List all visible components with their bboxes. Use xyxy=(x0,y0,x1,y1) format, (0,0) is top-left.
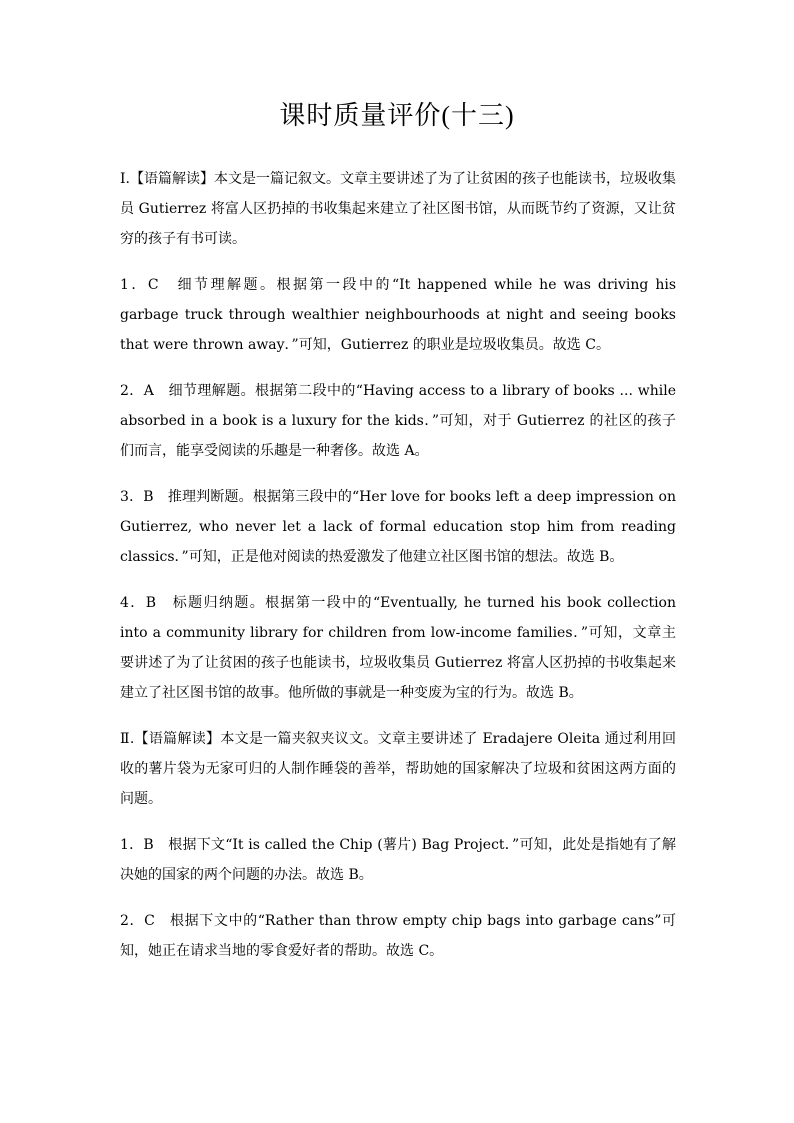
answer-item: 3．B 推理判断题。根据第三段中的“Her love for books left a deep impression on Gutierrez, who never let a lack of formal education stop him from reading classics．”可知，正是他对阅读的热爱激发了他建立社区图书馆的想法。故选 B。 xyxy=(120,489,676,565)
answer-item: 1．B 根据下文“It is called the Chip (薯片) Bag Project．”可知，此处是指她有了解决她的国家的两个问题的办法。故选 B。 xyxy=(120,837,676,883)
answer-item: 2．C 根据下文中的“Rather than throw empty chip bags into garbage cans”可知，她正在请求当地的零食爱好者的帮助。故选 C。 xyxy=(120,913,676,959)
answer-item: 2．A 细节理解题。根据第二段中的“Having access to a library of books ... while absorbed in a book is a luxury for the kids．”可知，对于 Gutierrez 的社区的孩子们而言，能享受阅读的乐趣是一种奢侈。故选 A。 xyxy=(120,383,676,459)
answer-item: 4．B 标题归纳题。根据第一段中的“Eventually, he turned his book collection into a community library for children from low-income families．”可知，文章主要讲述了为了让贫困的孩子也能读书，垃圾收集员 Gutierrez 将富人区扔掉的书收集起来建立了社区图书馆的故事。他所做的事就是一种变废为宝的行为。故选 B。 xyxy=(120,595,676,701)
page-title: 课时质量评价(十三) xyxy=(279,101,515,130)
passage-intro-2: Ⅱ.【语篇解读】本文是一篇夹叙夹议文。文章主要讲述了 Eradajere Oleita 通过利用回收的薯片袋为无家可归的人制作睡袋的善举，帮助她的国家解决了垃圾和贫困这两方面的问题。 xyxy=(120,731,676,807)
answer-content xyxy=(120,164,676,982)
answer-item: 1．C 细节理解题。根据第一段中的“It happened while he was driving his garbage truck through wealthier neighbourhoods at night and seeing books that were thrown away．”可知，Gutierrez 的职业是垃圾收集员。故选 C。 xyxy=(120,277,676,353)
passage-intro-1: Ⅰ.【语篇解读】本文是一篇记叙文。文章主要讲述了为了让贫困的孩子也能读书，垃圾收集员 Gutierrez 将富人区扔掉的书收集起来建立了社区图书馆，从而既节约了资源，又让贫穷的孩子有书可读。 xyxy=(120,171,676,247)
